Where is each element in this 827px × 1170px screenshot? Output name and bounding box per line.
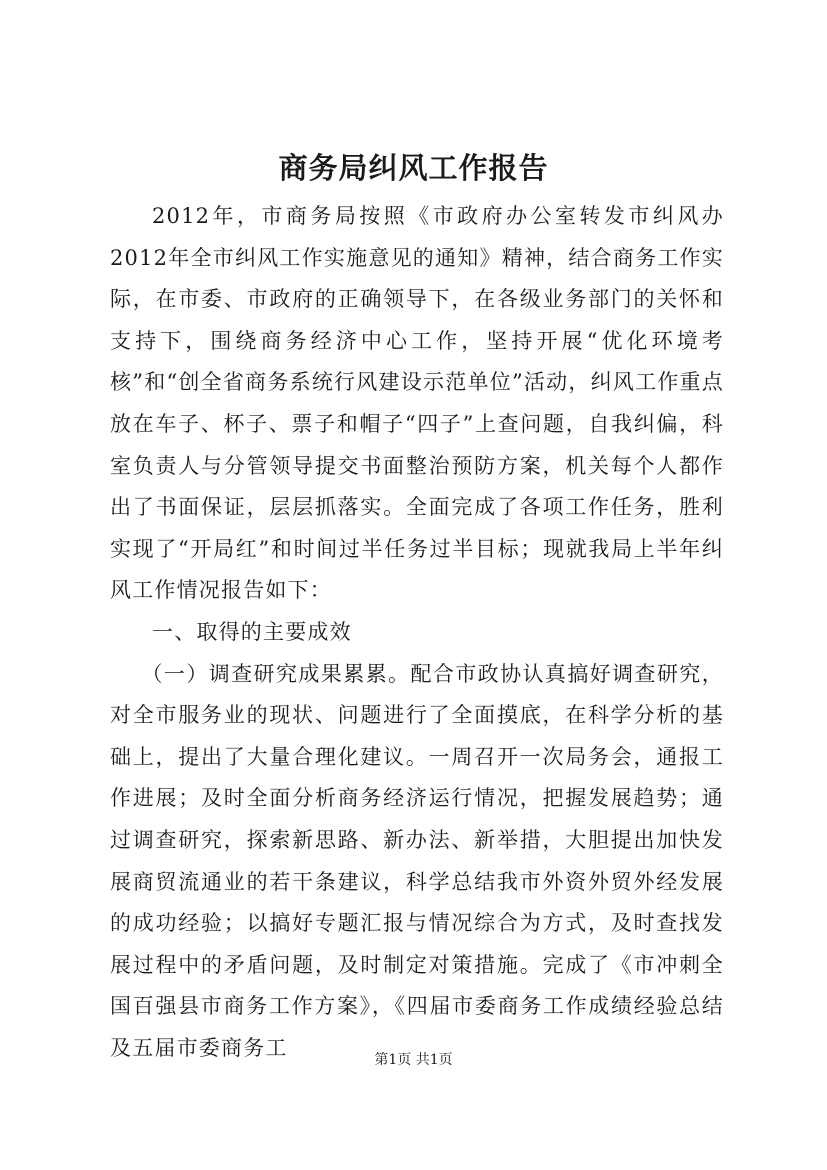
document-body (110, 196, 724, 1069)
subsection-paragraph: （一）调查研究成果累累。配合市政协认真搞好调查研究，对全市服务业的现状、问题进行了全面摸底，在科学分析的基础上，提出了大量合理化建议。一周召开一次局务会，通报工作进展；及时全面分析商务经济运行情况，把握发展趋势；通过调查研究，探索新思路、新办法、新举措，大胆提出加快发展商贸流通业的若干条建议，科学总结我市外资外贸外经发展的成功经验；以搞好专题汇报与情况综合为方式，及时查找发展过程中的矛盾问题，及时制定对策措施。完成了《市冲刺全国百强县市商务工作方案》，《四届市委商务工作成绩经验总结及五届市委商务工 (110, 661, 724, 1060)
page-footer: 第1页 共1页 (374, 1052, 453, 1068)
section-heading: 一、取得的主要成效 (152, 619, 352, 644)
intro-paragraph: 2012年，市商务局按照《市政府办公室转发市纠风办2012年全市纠风工作实施意见的通知》精神，结合商务工作实际，在市委、市政府的正确领导下，在各级业务部门的关怀和支持下，围绕商务经济中心工作，坚持开展“优化环境考核”和“创全省商务系统行风建设示范单位”活动，纠风工作重点放在车子、杯子、票子和帽子“四子”上查问题，自我纠偏，科室负责人与分管领导提交书面整治预防方案，机关每个人都作出了书面保证，层层抓落实。全面完成了各项工作任务，胜利实现了“开局红”和时间过半任务过半目标；现就我局上半年纠风工作情况报告如下： (110, 204, 724, 603)
document-title: 商务局纠风工作报告 (278, 151, 549, 185)
